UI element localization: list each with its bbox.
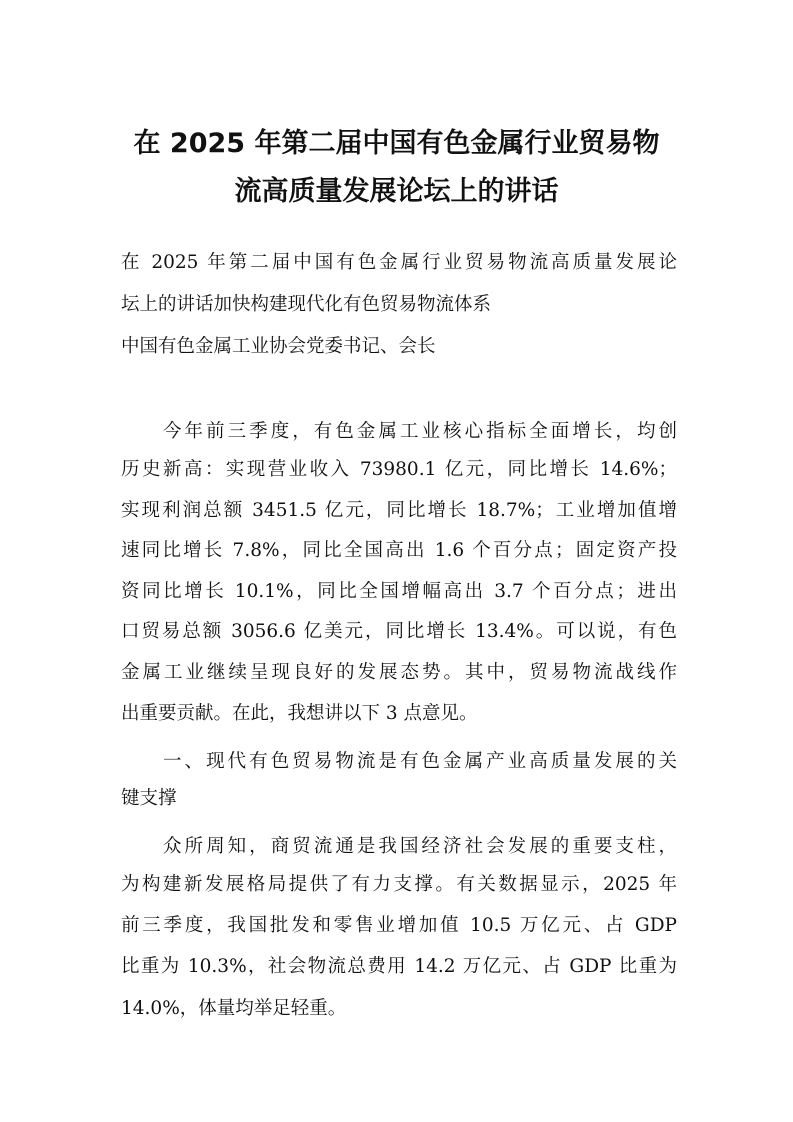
paragraph-1-line-1: 今年前三季度，有色金属工业核心指标全面增长，均创 <box>163 421 677 442</box>
paragraph-1-line-3: 实现利润总额 3451.5 亿元，同比增长 18.7%；工业增加值增 <box>121 500 677 521</box>
paragraph-1-line-2: 历史新高：实现营业收入 73980.1 亿元，同比增长 14.6%； <box>121 459 677 480</box>
paragraph-2-line-1: 众所周知，商贸流通是我国经济社会发展的重要支柱， <box>163 836 677 857</box>
title-line-2: 流高质量发展论坛上的讲话 <box>234 176 559 207</box>
section-heading-1-line-2: 键支撑 <box>121 788 177 809</box>
section-heading-1-line-1: 一、现代有色贸易物流是有色金属产业高质量发展的关 <box>163 751 677 772</box>
paragraph-1-line-6: 口贸易总额 3056.6 亿美元，同比增长 13.4%。可以说，有色 <box>121 621 677 642</box>
paragraph-2-line-3: 前三季度，我国批发和零售业增加值 10.5 万亿元、占 GDP <box>121 915 677 936</box>
title-line-1: 在 2025 年第二届中国有色金属行业贸易物 <box>133 128 660 159</box>
paragraph-1-line-8: 出重要贡献。在此，我想讲以下 3 点意见。 <box>121 703 478 724</box>
author-line: 中国有色金属工业协会党委书记、会长 <box>121 336 436 357</box>
paragraph-1-line-4: 速同比增长 7.8%，同比全国高出 1.6 个百分点；固定资产投 <box>121 540 677 561</box>
paragraph-2-line-5: 14.0%，体量均举足轻重。 <box>121 998 347 1019</box>
paragraph-1-line-7: 金属工业继续呈现良好的发展态势。其中，贸易物流战线作 <box>121 662 677 683</box>
subtitle-line-1: 在 2025 年第二届中国有色金属行业贸易物流高质量发展论 <box>121 252 677 273</box>
paragraph-1-line-5: 资同比增长 10.1%，同比全国增幅高出 3.7 个百分点；进出 <box>121 581 677 602</box>
paragraph-2-line-2: 为构建新发展格局提供了有力支撑。有关数据显示，2025 年 <box>121 874 677 895</box>
subtitle-line-2: 坛上的讲话加快构建现代化有色贸易物流体系 <box>121 294 492 315</box>
paragraph-2-line-4: 比重为 10.3%，社会物流总费用 14.2 万亿元、占 GDP 比重为 <box>121 956 677 977</box>
